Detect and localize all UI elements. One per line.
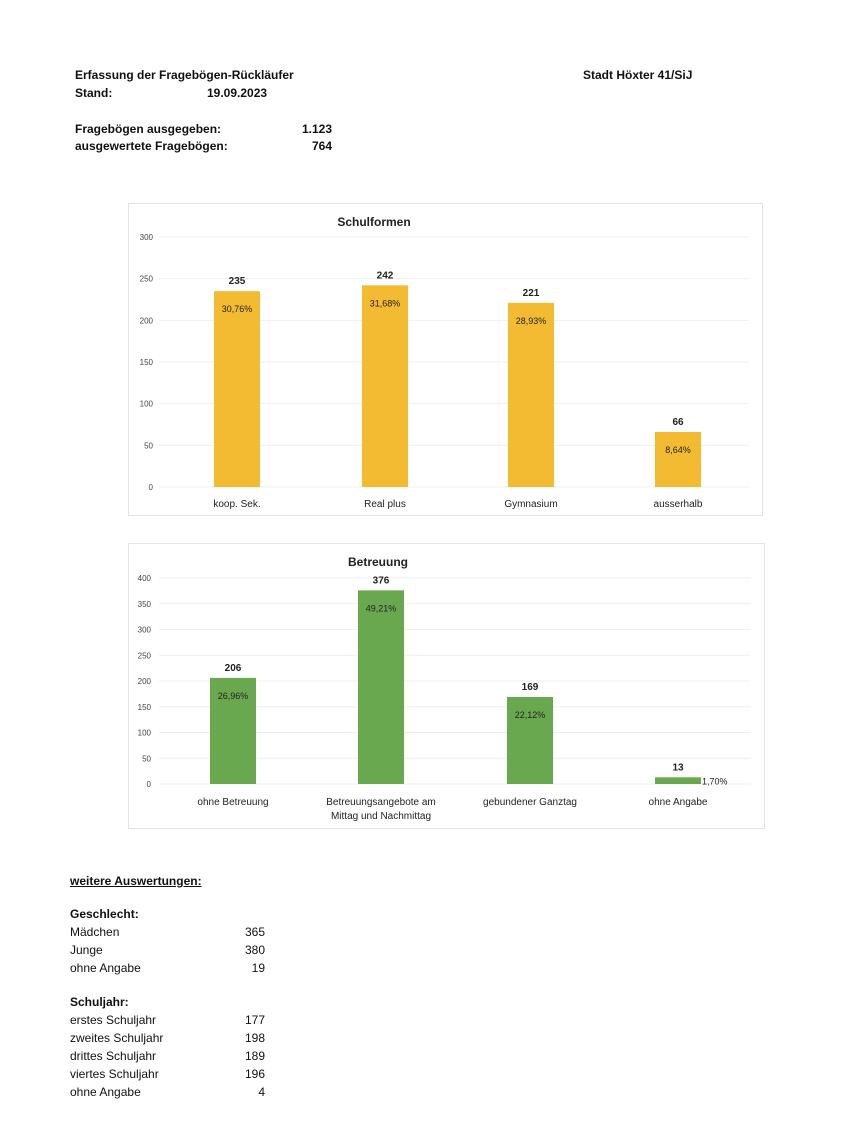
y-tick-label: 350 xyxy=(137,599,151,609)
bar-value-label: 376 xyxy=(372,575,390,587)
list-item-label: Junge xyxy=(70,943,103,957)
chart-betreuung-svg xyxy=(129,544,764,828)
list-item-value: 196 xyxy=(244,1067,265,1081)
bar-percent-label: 1,70% xyxy=(702,776,728,787)
bar-percent-label: 22,12% xyxy=(514,709,546,720)
y-tick-label: 300 xyxy=(139,233,153,242)
issued-label: Fragebögen ausgegeben: xyxy=(75,122,222,136)
list-item-value: 198 xyxy=(244,1031,265,1045)
x-tick-label: koop. Sek. xyxy=(213,499,261,510)
x-tick-label: ausserhalb xyxy=(653,499,703,510)
bar-value-label: 13 xyxy=(672,762,684,774)
bar-percent-label: 30,76% xyxy=(221,304,253,315)
chart-title: Betreuung xyxy=(348,555,408,569)
bar xyxy=(214,291,260,487)
list-item-label: viertes Schuljahr xyxy=(70,1067,159,1081)
bar-percent-label: 26,96% xyxy=(217,690,249,701)
bar-percent-label: 31,68% xyxy=(369,298,401,309)
list-item-label: zweites Schuljahr xyxy=(70,1031,164,1045)
further-heading: weitere Auswertungen: xyxy=(70,874,202,888)
list-item-value: 365 xyxy=(244,925,265,939)
y-tick-label: 250 xyxy=(137,651,151,661)
bar-percent-label: 28,93% xyxy=(515,315,547,326)
issued-value: 1.123 xyxy=(301,122,332,136)
chart-schulformen-svg xyxy=(129,204,762,515)
bar-value-label: 169 xyxy=(521,681,539,693)
evaluated-label: ausgewertete Fragebögen: xyxy=(75,139,228,153)
y-tick-label: 200 xyxy=(137,677,151,686)
list-item-value: 380 xyxy=(244,943,265,957)
schoolyear-heading: Schuljahr: xyxy=(70,995,129,1009)
y-tick-label: 200 xyxy=(139,316,153,326)
list-item-label: erstes Schuljahr xyxy=(70,1013,157,1027)
x-tick-label: ohne Angabe xyxy=(648,797,708,808)
y-tick-label: 400 xyxy=(137,574,151,583)
evaluated-value: 764 xyxy=(311,139,332,153)
y-tick-label: 250 xyxy=(139,274,153,284)
bar xyxy=(655,777,701,784)
list-item-label: ohne Angabe xyxy=(70,961,141,975)
bar-value-label: 221 xyxy=(522,287,540,299)
stand-date: 19.09.2023 xyxy=(207,86,268,100)
y-tick-label: 150 xyxy=(137,702,151,712)
gender-heading: Geschlecht: xyxy=(70,907,139,921)
list-item-value: 177 xyxy=(244,1013,265,1027)
y-tick-label: 300 xyxy=(137,625,151,635)
bar-value-label: 66 xyxy=(672,417,684,428)
y-tick-label: 50 xyxy=(144,441,153,451)
chart-betreuung xyxy=(128,543,765,829)
stand-label: Stand: xyxy=(75,86,113,100)
x-tick-label: Real plus xyxy=(364,499,406,510)
chart-schulformen xyxy=(128,203,763,516)
chart-title: Schulformen xyxy=(337,215,411,229)
x-tick-label: gebundener Ganztag xyxy=(483,797,577,808)
bar-value-label: 242 xyxy=(376,270,394,282)
y-tick-label: 50 xyxy=(142,754,151,764)
y-tick-label: 0 xyxy=(148,483,153,492)
list-item-label: ohne Angabe xyxy=(70,1085,141,1099)
bar xyxy=(508,303,554,487)
bar xyxy=(362,285,408,487)
list-item-value: 19 xyxy=(251,961,265,975)
x-tick-label: Betreuungsangebote am xyxy=(326,797,436,808)
y-tick-label: 150 xyxy=(139,358,153,367)
list-item-label: drittes Schuljahr xyxy=(70,1049,157,1063)
bar-value-label: 235 xyxy=(228,276,246,288)
document-title: Erfassung der Fragebögen-Rückläufer xyxy=(75,68,294,82)
list-item-label: Mädchen xyxy=(70,925,120,939)
x-tick-label: ohne Betreuung xyxy=(197,797,269,808)
y-tick-label: 0 xyxy=(146,780,151,789)
x-tick-label: Gymnasium xyxy=(504,499,558,510)
bar-percent-label: 8,64% xyxy=(665,445,691,455)
bar-percent-label: 49,21% xyxy=(365,603,397,614)
y-tick-label: 100 xyxy=(137,728,151,738)
list-item-value: 4 xyxy=(258,1085,265,1099)
bar xyxy=(655,432,701,487)
list-item-value: 189 xyxy=(244,1049,265,1063)
bar-value-label: 206 xyxy=(224,662,242,674)
x-tick-label: Mittag und Nachmittag xyxy=(330,811,432,822)
y-tick-label: 100 xyxy=(139,399,153,409)
organization-label: Stadt Höxter 41/SiJ xyxy=(583,68,693,82)
bar xyxy=(358,590,404,784)
